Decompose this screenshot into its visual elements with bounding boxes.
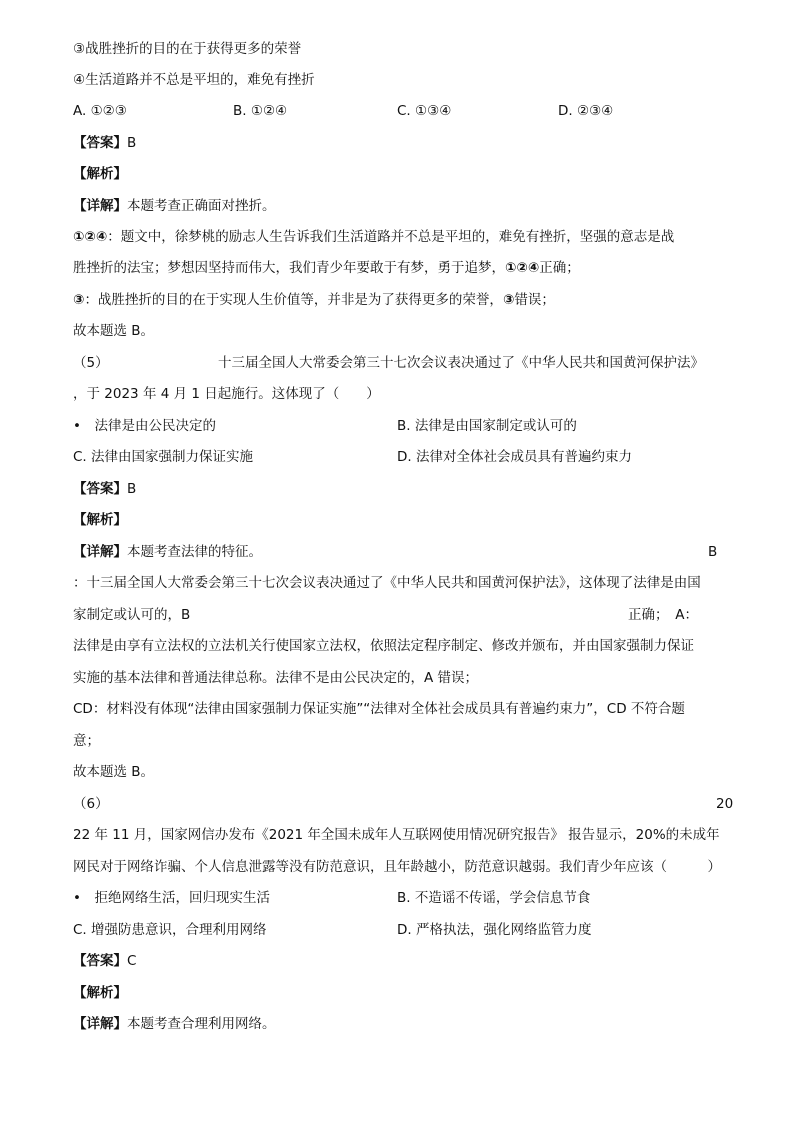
detail-tag: 【详解】: [73, 198, 127, 214]
statement-marks: ③: [502, 292, 515, 308]
statement-3: ③战胜挫折的目的在于获得更多的荣誉: [73, 41, 302, 57]
explanation-verdict: 错误；: [514, 292, 555, 308]
q4-explanation-1: [73, 228, 674, 246]
detail-text: 本题考查合理利用网络。: [127, 1016, 276, 1032]
q5-detail-right-mark: B: [708, 544, 718, 560]
q5-explanation-2-left: 家制定或认可的，B: [73, 607, 191, 623]
q5-option-c: C. 法律由国家强制力保证实施: [73, 449, 254, 465]
q5-stem-1: 十三届全国人大常委会第三十七次会议表决通过了《中华人民共和国黄河保护法》: [218, 355, 704, 371]
statement-marks: ③: [73, 292, 85, 308]
answer-tag: 【答案】: [73, 135, 127, 151]
detail-text: 本题考查正确面对挫折。: [127, 198, 276, 214]
q5-option-d: D. 法律对全体社会成员具有普遍约束力: [397, 449, 632, 465]
answer-value: B: [127, 481, 137, 497]
q6-answer: [73, 952, 136, 970]
q4-conclusion: 故本题选 B。: [73, 323, 155, 339]
statement-4: ④生活道路并不总是平坦的，难免有挫折: [73, 72, 315, 88]
q5-answer: [73, 480, 136, 498]
explanation-text: 胜挫折的法宝；梦想因坚持而伟大，我们青少年要敢于有梦，勇于追梦，: [73, 260, 505, 276]
q5-explanation-6: 意；: [73, 733, 100, 749]
q4-analysis-tag: 【解析】: [73, 166, 127, 182]
q5-stem-2: ，于 2023 年 4 月 1 日起施行。这体现了（ ）: [73, 386, 380, 402]
q6-option-b: B. 不造谣不传谣，学会信息节食: [397, 890, 591, 906]
q6-number: （6）: [73, 796, 109, 812]
q6-option-d: D. 严格执法，强化网络监管力度: [397, 922, 592, 938]
q4-answer: [73, 134, 136, 152]
q5-analysis-tag: 【解析】: [73, 512, 127, 528]
answer-tag: 【答案】: [73, 481, 127, 497]
explanation-text: ：战胜挫折的目的在于实现人生价值等，并非是为了获得更多的荣誉，: [84, 292, 503, 308]
statement-marks: ①②④: [505, 260, 540, 276]
q4-detail: [73, 197, 276, 215]
q5-detail: [73, 543, 262, 561]
detail-text: 本题考查法律的特征。: [127, 544, 262, 560]
q6-stem-2: 网民对于网络诈骗、个人信息泄露等没有防范意识，且年龄越小，防范意识越弱。我们青少年应该（ ）: [73, 859, 721, 875]
q5-conclusion: 故本题选 B。: [73, 764, 155, 780]
q5-option-b: B. 法律是由国家制定或认可的: [397, 418, 577, 434]
q5-explanation-2-right: 正确； A：: [628, 607, 698, 623]
q4-explanation-3: [73, 291, 555, 309]
q4-option-b: B. ①②④: [233, 103, 288, 119]
q5-explanation-5: CD：材料没有体现“法律由国家强制力保证实施”“法律对全体社会成员具有普遍约束力”，CD 不符合题: [73, 701, 685, 717]
explanation-text: ：题文中，徐梦桃的励志人生告诉我们生活道路并不总是平坦的，难免有挫折，坚强的意志是战: [107, 229, 675, 245]
explanation-verdict: 正确；: [539, 260, 580, 276]
answer-value: B: [127, 135, 137, 151]
q4-explanation-2: [73, 259, 580, 277]
statement-marks: ①②④: [73, 229, 108, 245]
q6-analysis-tag: 【解析】: [73, 985, 127, 1001]
detail-tag: 【详解】: [73, 544, 127, 560]
q5-explanation-3: 法律是由享有立法权的立法机关行使国家立法权，依照法定程序制定、修改并颁布，并由国家强制力保证: [73, 638, 694, 654]
q5-option-a: • 法律是由公民决定的: [73, 418, 216, 434]
answer-value: C: [127, 953, 137, 969]
q5-explanation-4: 实施的基本法律和普通法律总称。法律不是由公民决定的，A 错误；: [73, 670, 479, 686]
answer-tag: 【答案】: [73, 953, 127, 969]
q4-option-a: A. ①②③: [73, 103, 127, 119]
q6-option-c: C. 增强防患意识，合理利用网络: [73, 922, 267, 938]
q5-number: （5）: [73, 355, 109, 371]
q6-stem-1: 22 年 11 月，国家网信办发布《2021 年全国未成年人互联网使用情况研究报告》 报告显示，20%的未成年: [73, 827, 720, 843]
q6-detail: [73, 1015, 276, 1033]
detail-tag: 【详解】: [73, 1016, 127, 1032]
q4-option-c: C. ①③④: [397, 103, 452, 119]
q6-number-right: 20: [716, 796, 734, 812]
q4-option-d: D. ②③④: [558, 103, 614, 119]
q6-option-a: • 拒绝网络生活，回归现实生活: [73, 890, 270, 906]
q5-explanation-1: ：十三届全国人大常委会第三十七次会议表决通过了《中华人民共和国黄河保护法》，这体现了法律是由国: [73, 575, 701, 591]
